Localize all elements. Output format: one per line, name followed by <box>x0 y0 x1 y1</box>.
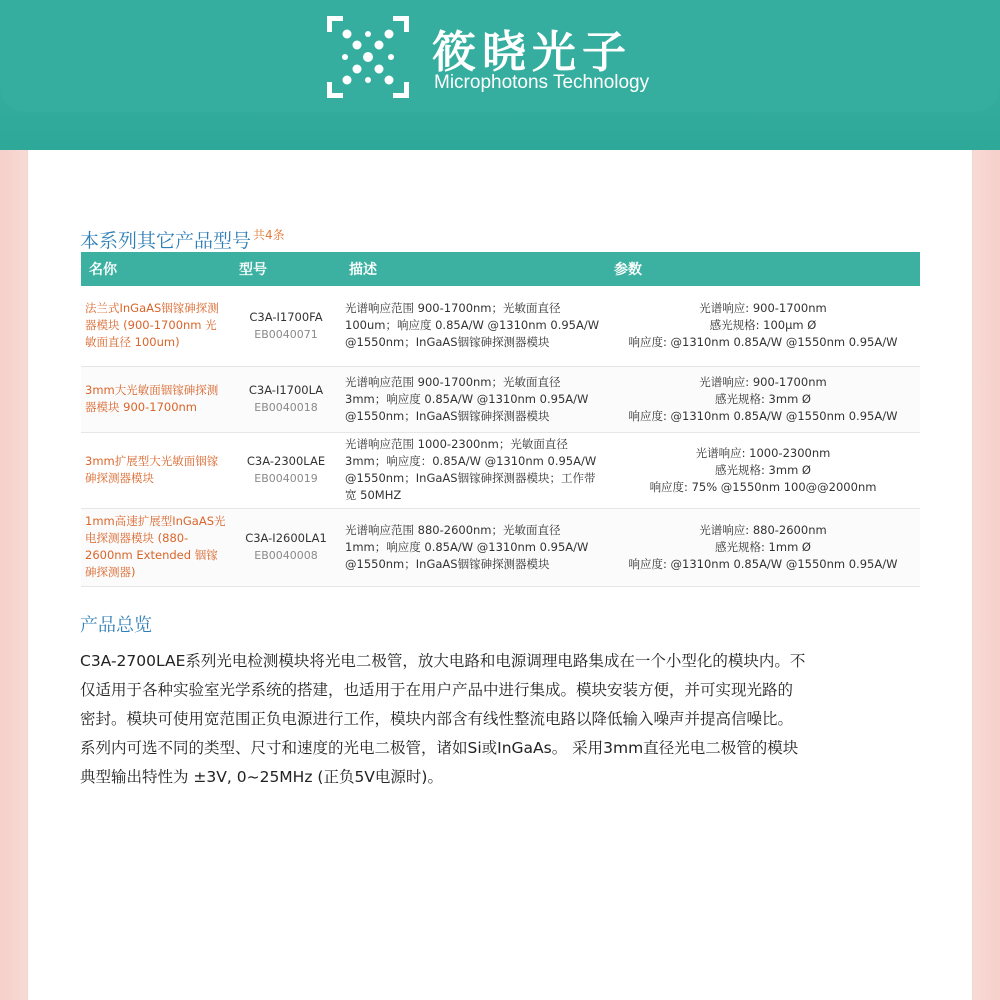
product-model <box>231 432 341 508</box>
header-name: 名你 <box>81 252 231 286</box>
model-number: C3A-I1700LA <box>248 383 324 397</box>
product-name-link[interactable]: 法兰式InGaAS铟镓砷探测器模块 (900-1700nm 光敏面直径 100um) <box>81 286 231 366</box>
overview-body <box>80 647 925 792</box>
table-row[interactable] <box>81 508 920 586</box>
brand-name-en: Microphotons Technology <box>434 72 650 93</box>
product-params <box>606 286 920 366</box>
product-name-link[interactable]: 3mm大光敏面铟镓砷探测器模块 900-1700nm <box>81 366 231 432</box>
product-params <box>606 366 920 432</box>
product-desc: 光谱响应范围 900-1700nm；光敏面直径 100um；响应度 0.85A/W @1310nm 0.95A/W @1550nm；InGaAS铟镓砷探测器模块 <box>341 286 606 366</box>
model-code: EB0040019 <box>254 472 318 485</box>
series-count: 共4条 <box>253 228 285 242</box>
header-model: 型号 <box>231 252 341 286</box>
product-name-link[interactable]: 3mm扩展型大光敏面铟镓砷探测器模块 <box>81 432 231 508</box>
table-row[interactable] <box>81 286 920 366</box>
param-line: 光谱响应: 900-1700nm <box>699 301 827 316</box>
product-name-link[interactable]: 1mm高速扩展型InGaAS光电探测器模块 (880-2600nm Extended 铟镓砷探测器) <box>81 508 231 586</box>
model-number: C3A-2300LAE <box>246 454 326 468</box>
series-title-text: 本系列其它产品型号 <box>80 230 252 252</box>
product-table <box>81 252 920 578</box>
param-line: 光谱响应: 900-1700nm <box>699 374 827 389</box>
param-line: 响应度: @1310nm 0.85A/W @1550nm 0.95A/W <box>628 408 898 423</box>
param-line: 感光规格: 100μm Ø <box>709 318 817 333</box>
table-row[interactable] <box>81 432 920 508</box>
param-line: 响应度: 75% @1550nm 100@@2000nm <box>649 479 877 494</box>
dotted-x-logo-icon <box>325 14 411 100</box>
product-model <box>231 508 341 586</box>
param-line: 光谱响应: 1000-2300nm <box>695 445 831 460</box>
product-desc: 光谱响应范围 1000-2300nm；光敏面直径 3mm；响应度：0.85A/W @1310nm 0.95A/W @1550nm；InGaAS铟镓砷探测器模块；工作带宽 50MHZ <box>341 432 606 508</box>
overview-line: 密封。模块可使用宽范围正负电源进行工作，模块内部含有线性整流电路以降低输入噪声并提高信噪比。 <box>80 710 794 728</box>
product-model <box>231 286 341 366</box>
product-desc: 光谱响应范围 880-2600nm；光敏面直径 1mm；响应度 0.85A/W @1310nm 0.95A/W @1550nm；InGaAS铟镓砷探测器模块 <box>341 508 606 586</box>
overview-line: 系列内可选不同的类型、尺寸和速度的光电二极管，诸如Si或InGaAs。 采用3mm直径光电二极管的模块 <box>80 739 799 757</box>
param-line: 光谱响应: 880-2600nm <box>699 522 827 537</box>
model-code: EB0040071 <box>254 327 318 341</box>
series-title <box>80 226 285 253</box>
product-desc: 光谱响应范围 900-1700nm；光敏面直径 3mm；响应度 0.85A/W @1310nm 0.95A/W @1550nm；InGaAS铟镓砷探测器模块 <box>341 366 606 432</box>
overview-line: C3A-2700LAE系列光电检测模块将光电二极管，放大电路和电源调理电路集成在一个小型化的模块内。不 <box>80 652 806 670</box>
product-params <box>606 508 920 586</box>
table-row[interactable] <box>81 366 920 432</box>
param-line: 响应度: @1310nm 0.85A/W @1550nm 0.95A/W <box>628 335 898 350</box>
overview-title: 产品总览 <box>80 615 152 636</box>
product-model <box>231 366 341 432</box>
table-header-row <box>81 252 920 286</box>
brand-name-cn: 筱晓光子 <box>432 27 632 78</box>
header-desc: 描述 <box>341 252 606 286</box>
model-code: EB0040008 <box>254 549 318 562</box>
product-params <box>606 432 920 508</box>
overview-line: 典型输出特性为 ±3V, 0~25MHz (正负5V电源时)。 <box>80 768 443 786</box>
model-number: C3A-I2600LA1 <box>245 531 327 545</box>
param-line: 感光规格: 3mm Ø <box>715 391 811 406</box>
param-line: 感光规格: 3mm Ø <box>715 462 811 477</box>
overview-line: 仅适用于各种实验室光学系统的搭建，也适用于在用户产品中进行集成。模块安装方便，并可实现光路的 <box>80 681 794 699</box>
header-param: 参数 <box>606 252 920 286</box>
header <box>0 0 1000 112</box>
param-line: 感光规格: 1mm Ø <box>715 539 811 554</box>
model-number: C3A-I1700FA <box>249 309 323 324</box>
param-line: 响应度: @1310nm 0.85A/W @1550nm 0.95A/W <box>628 556 898 571</box>
model-code: EB0040018 <box>254 401 318 414</box>
